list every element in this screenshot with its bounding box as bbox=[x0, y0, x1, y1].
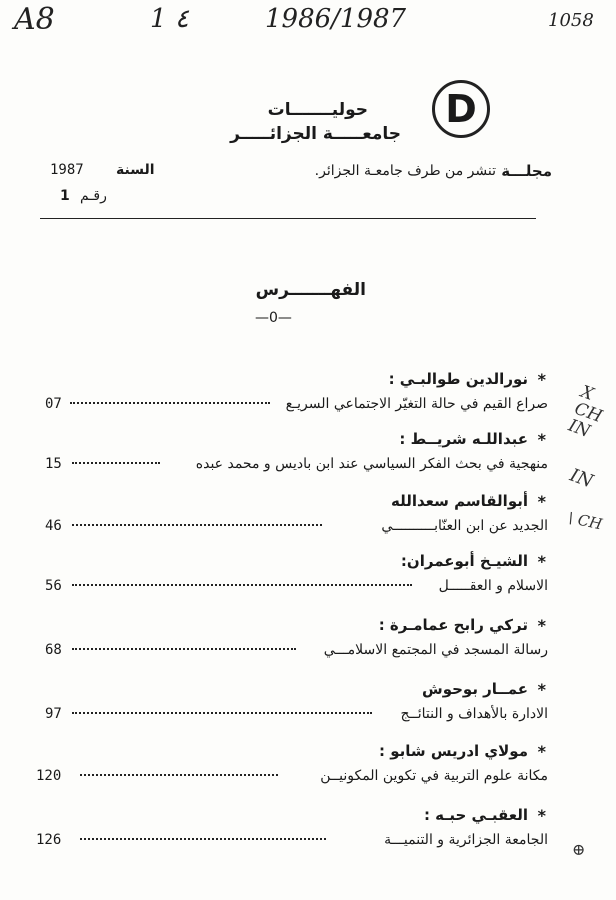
handwritten-code-left: A8 bbox=[14, 2, 55, 37]
entry-page: 97 bbox=[45, 706, 62, 722]
toc-separator: —0— bbox=[255, 310, 292, 326]
dot-leader bbox=[80, 838, 326, 840]
margin-note-2: IN bbox=[567, 464, 596, 493]
toc-entry bbox=[0, 742, 616, 802]
entry-title: رسالة المسجد في المجتمع الاسلامـــي bbox=[323, 642, 548, 658]
dot-leader bbox=[72, 584, 412, 586]
bullet-icon: * bbox=[537, 552, 546, 571]
entry-author: الشيـخ أبوعمران: bbox=[400, 552, 528, 570]
entry-page: 68 bbox=[45, 642, 62, 658]
year-value: 1987 bbox=[50, 162, 84, 178]
entry-page: 07 bbox=[45, 396, 62, 412]
entry-title: الجديد عن ابن العنّابــــــــــي bbox=[381, 518, 548, 534]
toc-entry bbox=[0, 430, 616, 490]
entry-author: عمــار بوحوش bbox=[422, 680, 528, 698]
bullet-icon: * bbox=[537, 742, 546, 761]
entry-title: مكانة علوم التربية في تكوين المكونيــن bbox=[320, 768, 548, 784]
magazine-desc: تنشر من طرف جامعـة الجزائر. bbox=[314, 163, 496, 179]
dot-leader bbox=[72, 462, 160, 464]
bullet-icon: * bbox=[537, 616, 546, 635]
entry-title: الاسلام و العقـــــل bbox=[438, 578, 548, 594]
dot-leader bbox=[72, 712, 372, 714]
toc-entry bbox=[0, 370, 616, 430]
entry-page: 56 bbox=[45, 578, 62, 594]
number-label: رقـم bbox=[80, 188, 107, 204]
bullet-icon: * bbox=[537, 370, 546, 389]
entry-title: صراع القيم في حالة التغيّر الاجتماعي السريـع bbox=[285, 396, 548, 412]
entry-title: منهجية في بحث الفكر السياسي عند ابن باديس و محمد عبده bbox=[195, 456, 548, 472]
entry-title: الادارة بالأهداف و النتائــج bbox=[400, 706, 548, 722]
entry-page: 126 bbox=[36, 832, 62, 848]
entry-author: نورالدين طوالبـي : bbox=[388, 370, 528, 388]
toc-entry bbox=[0, 552, 616, 612]
entry-author: العقبـي حبـه : bbox=[423, 806, 528, 824]
bullet-icon: * bbox=[537, 806, 546, 825]
stamp-letter: D bbox=[445, 87, 477, 131]
journal-title-line1: حوليـــــــات bbox=[267, 100, 368, 120]
entry-author: أبوالقاسم سعدالله bbox=[391, 492, 528, 510]
dot-leader bbox=[72, 648, 296, 650]
entry-title: الجامعة الجزائرية و التنميـــة bbox=[384, 832, 548, 848]
margin-note-1: X CH IN bbox=[565, 381, 605, 442]
entry-author: تركي رابح عمامـرة : bbox=[378, 616, 528, 634]
toc-entry bbox=[0, 806, 616, 866]
bullet-icon: * bbox=[537, 492, 546, 511]
year-label: السنة bbox=[116, 162, 155, 178]
handwritten-code-mid: 1 ٤ bbox=[150, 4, 189, 34]
handwritten-years: 1986/1987 bbox=[265, 4, 407, 34]
margin-mark: ⊕ bbox=[572, 840, 586, 859]
entry-page: 120 bbox=[36, 768, 62, 784]
number-value: 1 bbox=[60, 188, 70, 204]
dot-leader bbox=[70, 402, 270, 404]
entry-author: عبداللـه شريــط : bbox=[399, 430, 528, 448]
dot-leader bbox=[72, 524, 322, 526]
toc-entry bbox=[0, 492, 616, 552]
magazine-label: مجلـــة bbox=[501, 162, 552, 180]
margin-note-3: \ CH bbox=[566, 508, 604, 534]
journal-title-line2: جامعـــــة الجزائـــــر bbox=[230, 124, 401, 144]
bullet-icon: * bbox=[537, 430, 546, 449]
entry-page: 15 bbox=[45, 456, 62, 472]
header-rule bbox=[40, 218, 536, 219]
entry-author: مولاي ادريس شابو : bbox=[378, 742, 528, 760]
handwritten-number: 1058 bbox=[548, 10, 594, 31]
bullet-icon: * bbox=[537, 680, 546, 699]
toc-heading: الفهـــــــرس bbox=[255, 280, 366, 300]
stamp-d bbox=[432, 80, 490, 138]
dot-leader bbox=[80, 774, 278, 776]
toc-entry bbox=[0, 680, 616, 740]
entry-page: 46 bbox=[45, 518, 62, 534]
toc-entry bbox=[0, 616, 616, 676]
